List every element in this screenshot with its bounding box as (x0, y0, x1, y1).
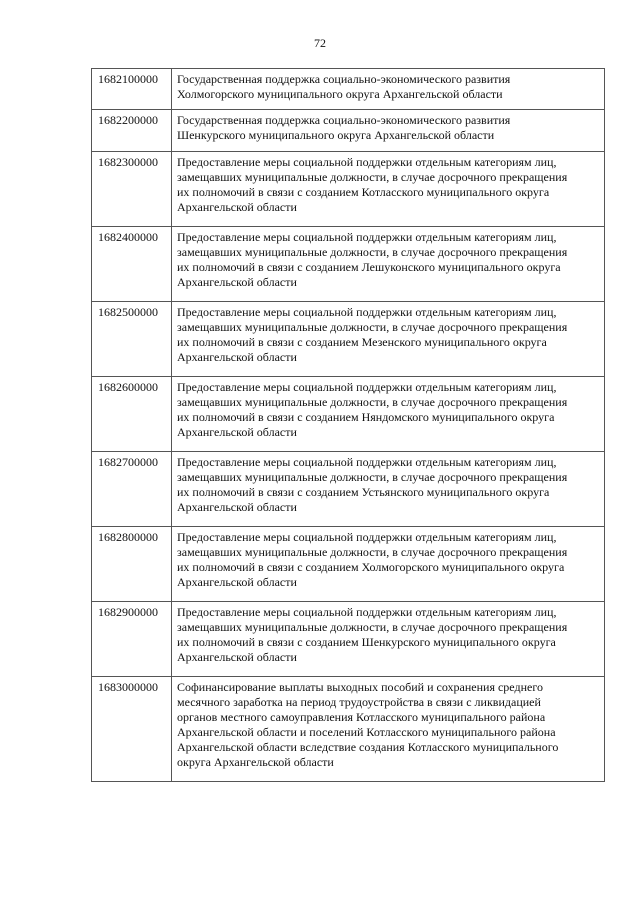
row-description: Предоставление меры социальной поддержки отдельным категориям лиц, замещавших муниципальные должности, в случае досрочного прекращения их полномочий в связи с созданием Шенкурского муниципального округа Архангельской области (172, 602, 605, 677)
row-description: Государственная поддержка социально-экономического развития Холмогорского муниципального округа Архангельской области (172, 69, 605, 110)
row-code: 1682900000 (92, 602, 172, 677)
row-code: 1683000000 (92, 677, 172, 782)
table-row (92, 527, 605, 602)
row-description: Предоставление меры социальной поддержки отдельным категориям лиц, замещавших муниципальные должности, в случае досрочного прекращения их полномочий в связи с созданием Няндомского муниципального округа Архангельской области (172, 377, 605, 452)
row-code: 1682500000 (92, 302, 172, 377)
budget-codes-table (91, 68, 605, 782)
row-code: 1682800000 (92, 527, 172, 602)
row-description: Предоставление меры социальной поддержки отдельным категориям лиц, замещавших муниципальные должности, в случае досрочного прекращения их полномочий в связи с созданием Холмогорского муниципального округа Архангельской области (172, 527, 605, 602)
table-row (92, 602, 605, 677)
table-row (92, 452, 605, 527)
row-description: Предоставление меры социальной поддержки отдельным категориям лиц, замещавших муниципальные должности, в случае досрочного прекращения их полномочий в связи с созданием Котласского муниципального округа Архангельской области (172, 152, 605, 227)
table-row (92, 69, 605, 110)
table-row (92, 110, 605, 152)
table-row (92, 227, 605, 302)
row-code: 1682700000 (92, 452, 172, 527)
row-code: 1682300000 (92, 152, 172, 227)
row-code: 1682200000 (92, 110, 172, 152)
table-row (92, 377, 605, 452)
table-row (92, 302, 605, 377)
row-code: 1682400000 (92, 227, 172, 302)
row-code: 1682600000 (92, 377, 172, 452)
row-description: Предоставление меры социальной поддержки отдельным категориям лиц, замещавших муниципальные должности, в случае досрочного прекращения их полномочий в связи с созданием Лешуконского муниципального округа Архангельской области (172, 227, 605, 302)
table-row (92, 677, 605, 782)
row-description: Предоставление меры социальной поддержки отдельным категориям лиц, замещавших муниципальные должности, в случае досрочного прекращения их полномочий в связи с созданием Мезенского муниципального округа Архангельской области (172, 302, 605, 377)
page-number: 72 (314, 36, 326, 50)
row-description: Софинансирование выплаты выходных пособий и сохранения среднего месячного заработка на период трудоустройства в связи с ликвидацией органов местного самоуправления Котласского муниципального района Архангельской области и поселений Котласского муниципального района Архангельской области вследствие создания Котласского муниципального округа Архангельской области (172, 677, 605, 782)
row-code: 1682100000 (92, 69, 172, 110)
table-row (92, 152, 605, 227)
row-description: Государственная поддержка социально-экономического развития Шенкурского муниципального округа Архангельской области (172, 110, 605, 152)
row-description: Предоставление меры социальной поддержки отдельным категориям лиц, замещавших муниципальные должности, в случае досрочного прекращения их полномочий в связи с созданием Устьянского муниципального округа Архангельской области (172, 452, 605, 527)
